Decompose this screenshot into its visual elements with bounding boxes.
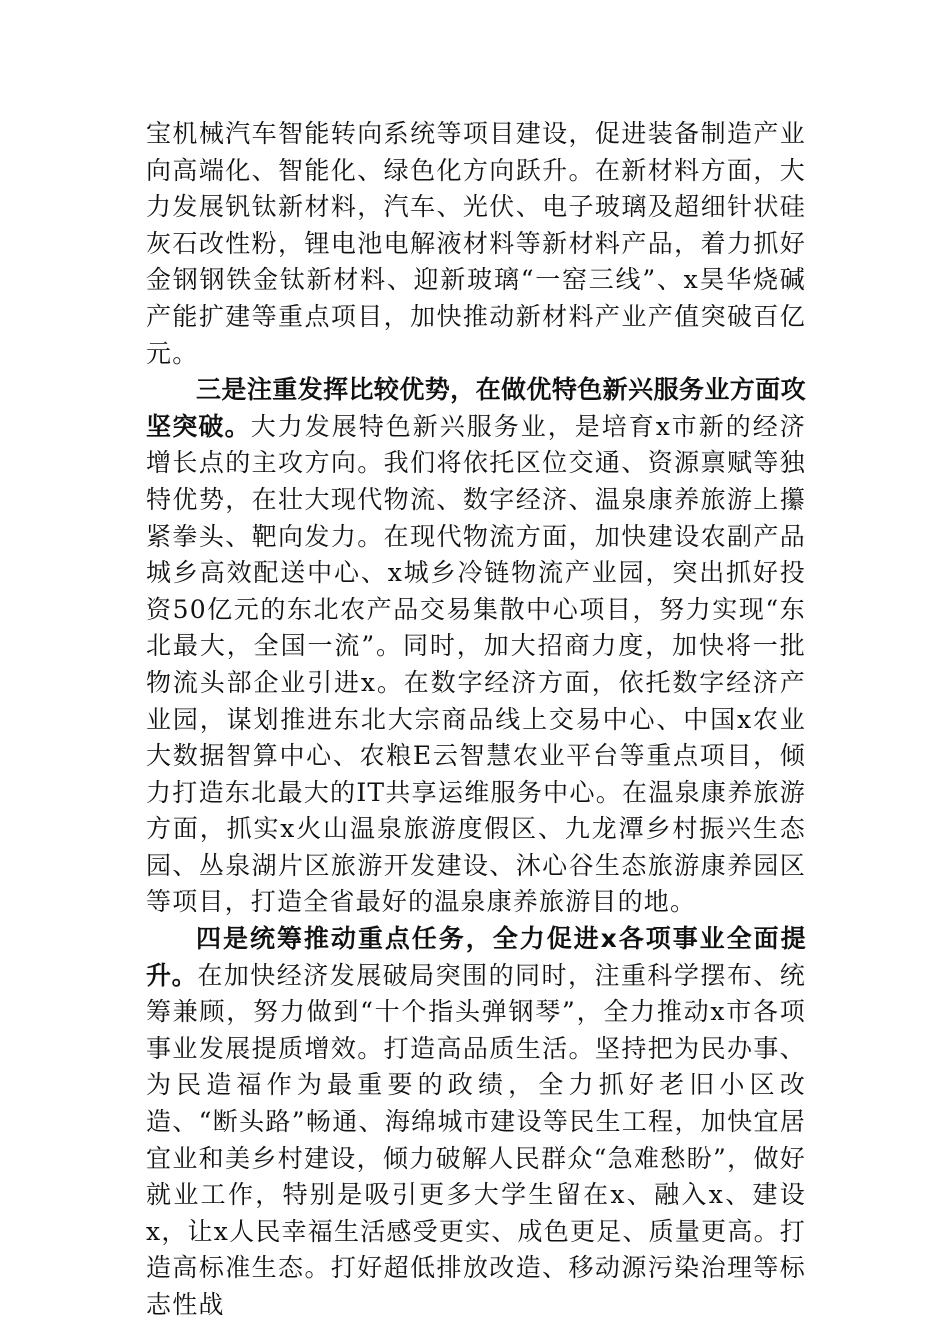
paragraph-1-text: 宝机械汽车智能转向系统等项目建设，促进装备制造产业向高端化、智能化、绿色化方向跃升。在新材料方面，大力发展钒钛新材料，汽车、光伏、电子玻璃及超细针状硅灰石改性粉，锂电池电解液材料等新材料产品，着力抓好金钢钢铁金钛新材料、迎新玻璃“一窑三线”、x昊华烧碱产能扩建等重点项目，加快推动新材料产业产值突破百亿元。 [146,119,806,368]
paragraph-2-heading: 三是注重发挥比较优势，在做优特色新兴服务业方面攻坚突破。 [146,375,806,441]
paragraph-3 [146,921,806,1324]
paragraph-3-text: 在加快经济发展破局突围的同时，注重科学摆布、统筹兼顾，努力做到“十个指头弹钢琴”，全力推动x市各项事业发展提质增效。打造高品质生活。坚持把为民办事、为民造福作为最重要的政绩，全力抓好老旧小区改造、“断头路”畅通、海绵城市建设等民生工程，加快宜居宜业和美乡村建设，倾力破解人民群众“急难愁盼”，做好就业工作，特别是吸引更多大学生留在x、融入x、建设x，让x人民幸福生活感受更实、成色更足、质量更高。打造高标准生态。打好超低排放改造、移动源污染治理等标志性战 [146,960,806,1319]
paragraph-2 [146,372,806,921]
document-page [146,116,806,1324]
paragraph-1 [146,116,806,372]
paragraph-2-text: 大力发展特色新兴服务业，是培育x市新的经济增长点的主攻方向。我们将依托区位交通、资源禀赋等独特优势，在壮大现代物流、数字经济、温泉康养旅游上攥紧拳头、靶向发力。在现代物流方面，加快建设农副产品城乡高效配送中心、x城乡冷链物流产业园，突出抓好投资50亿元的东北农产品交易集散中心项目，努力实现“东北最大，全国一流”。同时，加大招商力度，加快将一批物流头部企业引进x。在数字经济方面，依托数字经济产业园，谋划推进东北大宗商品线上交易中心、中国x农业大数据智算中心、农粮E云智慧农业平台等重点项目，倾力打造东北最大的IT共享运维服务中心。在温泉康养旅游方面，抓实x火山温泉旅游度假区、九龙潭乡村振兴生态园、丛泉湖片区旅游开发建设、沐心谷生态旅游康养园区等项目，打造全省最好的温泉康养旅游目的地。 [146,411,806,917]
paragraph-3-heading: 四是统筹推动重点任务，全力促进x各项事业全面提升。 [146,924,806,990]
